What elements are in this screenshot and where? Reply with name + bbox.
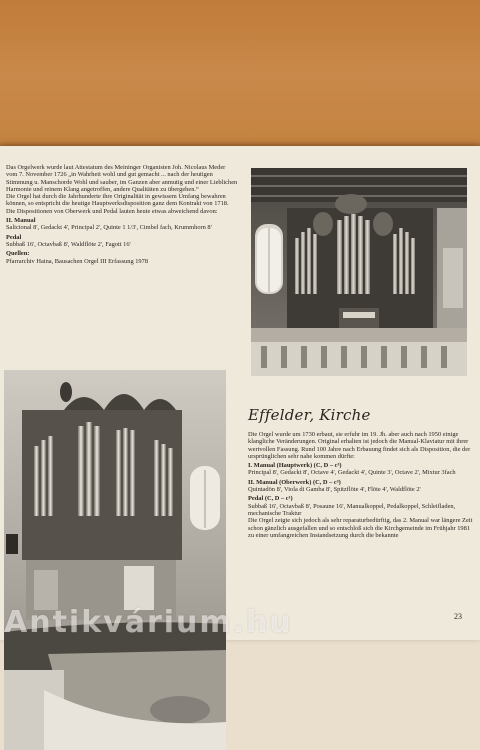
pedal-stops: Subbaß 16', Octavbaß 8', Waldflöte 2', Fagott 16': [6, 240, 131, 248]
manual1-heading: I. Manual (Hauptwerk) (C, D – c³): [248, 462, 342, 470]
pedal-heading: Pedal: [6, 233, 22, 241]
history-paragraph: Die Orgel hat durch die Jahrhunderte ihre Originalität in gewissem Umfang bewahren können, so entspricht die heutige Hauptwerksdisposition ganz dem Kontrakt von 1718. Die Dispositionen von Oberwerk und Pedal lauten heute etwas abweichend davon:: [6, 193, 229, 215]
manual2-heading: II. Manual (Oberwerk) (C, D – c³): [248, 478, 341, 486]
watermark-text: Antikvárium.hu: [4, 606, 293, 640]
book-page: [0, 146, 480, 640]
pedal-heading-right: Pedal (C, D – c¹): [248, 495, 293, 503]
organ-photo-icon: [251, 168, 467, 376]
sources-heading: Quellen:: [6, 250, 30, 258]
wooden-table-surface: [0, 0, 480, 150]
church-heading: Effelder, Kirche: [248, 406, 371, 424]
manual1-stops: Principal 8', Gedackt 8', Octave 4', Gedackt 4', Quinte 3', Octave 2', Mixtur 3fach: [248, 469, 456, 477]
effelder-intro: Die Orgel wurde um 1730 erbaut, sie erfuhr im 19. Jh. aber auch nach 1950 einige klangliche Veränderungen. Original erhalten ist jedoch die Manual-Klaviatur mit ihrer wertvollen Fassung. Rund 100 Jahre nach Erbauung findet sich als Disposition, die der ursprünglichen sehr nahe kommen dürfte:: [248, 431, 471, 460]
manual-heading: II. Manual: [6, 217, 36, 225]
manual2-stops: Quintadön 8', Viola di Gamba 8', Spitzflöte 4', Flöte 4', Waldflöte 2': [248, 486, 421, 494]
left-text-column: [6, 164, 238, 384]
closing-paragraph: Die Orgel zeigte sich jedoch als sehr reparaturbedürftig, das 2. Manual war längere Zeit schon gänzlich ausgefallen und so entschloß sich die Kirchgemeinde im Frühjahr 1981 zu einer umfangreichen Instandsetzung durch die bekannte: [248, 517, 473, 539]
intro-paragraph: Das Orgelwerk wurde laut Attestatum des Meininger Organisten Joh. Nicolaus Meder vom 7. November 1726 „in Wahrheit wohl und gut gemacht ... nach der heutigen Stimmung u. Manschorde Wohl und sauber, im Ganzen aber anmutig und einer Lieblichen Harmonie und reinem Klang angetroffen, andere Qualitäten zu übergehen.“: [6, 164, 238, 193]
page-number: 23: [454, 612, 462, 621]
organ-gallery-photo-icon: [4, 370, 226, 750]
sources-text: Pfarrarchiv Haina, Bausachen Orgel III Erfassung 1978: [6, 257, 149, 265]
right-text-column: [248, 431, 474, 539]
manual-stops: Salicional 8', Gedackt 4', Principal 2', Quinte 1 1/3', Cimbel fach, Krummhorn 8': [6, 224, 212, 232]
pedal-stops-right: Subbaß 16', Octavbaß 8', Posaune 16', Manualkoppel, Pedalkoppel, Schleifladen, mechanische Traktur: [248, 502, 456, 517]
